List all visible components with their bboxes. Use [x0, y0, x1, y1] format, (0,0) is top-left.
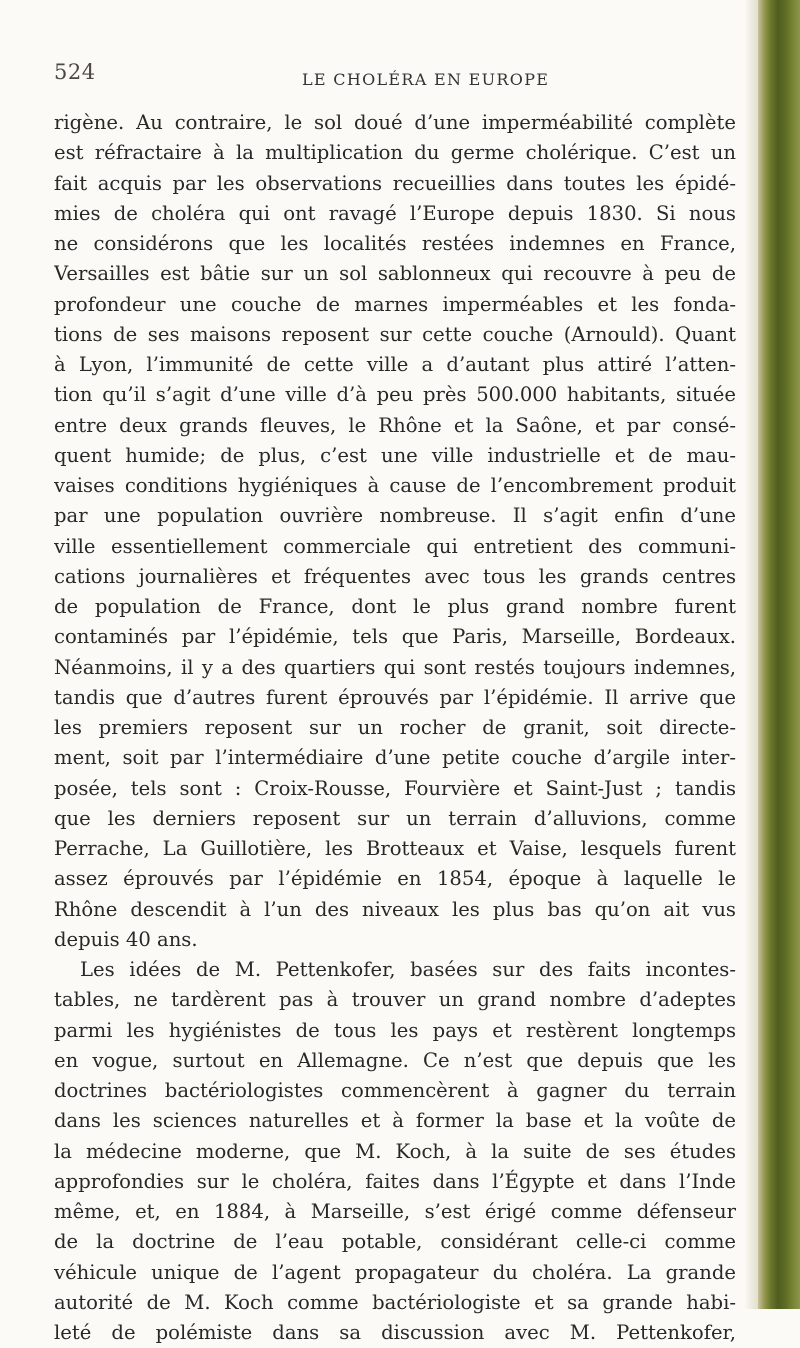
page-number: 524	[54, 60, 96, 84]
text-line: fait acquis par les observations recueillies dans toutes les épidé-	[54, 171, 736, 195]
text-line: Néanmoins, il y a des quartiers qui sont restés toujours indemnes,	[54, 655, 736, 679]
text-line: est réfractaire à la multiplication du germe cholérique. C’est un	[54, 141, 736, 165]
page-edge-shadow	[744, 0, 758, 1309]
text-line: ville essentiellement commerciale qui entretient des communi-	[54, 534, 736, 558]
text-line: tion qu’il s’agit d’une ville d’à peu près 500.000 habitants, située	[54, 383, 736, 407]
text-line: par une population ouvrière nombreuse. Il s’agit enfin d’une	[54, 504, 736, 528]
running-title: LE CHOLÉRA EN EUROPE	[302, 70, 550, 89]
text-line: tions de ses maisons reposent sur cette couche (Arnould). Quant	[54, 322, 736, 346]
text-line: Perrache, La Guillotière, les Brotteaux et Vaise, lesquels furent	[54, 837, 736, 860]
text-line: profondeur une couche de marnes imperméables et les fonda-	[54, 292, 736, 316]
page-edge	[758, 0, 800, 1309]
text-line: de la doctrine de l’eau potable, considérant celle-ci comme	[54, 1230, 736, 1254]
text-line: posée, tels sont : Croix-Rousse, Fourvière et Saint-Just ; tandis	[54, 776, 736, 800]
text-line: doctrines bactériologistes commencèrent à gagner du terrain	[54, 1079, 736, 1102]
text-line: Les idées de M. Pettenkofer, basées sur des faits incontes-	[80, 958, 736, 981]
text-line: mies de choléra qui ont ravagé l’Europe depuis 1830. Si nous	[54, 201, 736, 225]
text-line: la médecine moderne, que M. Koch, à la suite de ses études	[54, 1139, 736, 1163]
text-line: cations journalières et fréquentes avec tous les grands centres	[54, 564, 736, 588]
text-line: approfondies sur le choléra, faites dans l’Égypte et dans l’Inde	[54, 1169, 736, 1193]
text-line: tandis que d’autres furent éprouvés par l’épidémie. Il arrive que	[54, 685, 736, 709]
text-line: véhicule unique de l’agent propagateur du choléra. La grande	[54, 1260, 736, 1284]
text-line: les premiers reposent sur un rocher de granit, soit directe-	[54, 716, 736, 739]
text-line: ment, soit par l’intermédiaire d’une petite couche d’argile inter-	[54, 746, 736, 770]
text-line: autorité de M. Koch comme bactériologiste et sa grande habi-	[54, 1290, 736, 1314]
text-line: même, et, en 1884, à Marseille, s’est érigé comme défenseur	[54, 1200, 736, 1223]
text-line: Versailles est bâtie sur un sol sablonneux qui recouvre à peu de	[54, 262, 736, 286]
text-line: de population de France, dont le plus grand nombre furent	[54, 595, 736, 618]
text-line: parmi les hygiénistes de tous les pays et restèrent longtemps	[54, 1018, 736, 1042]
text-line: entre deux grands fleuves, le Rhône et la Saône, et par consé-	[54, 413, 736, 437]
text-line: contaminés par l’épidémie, tels que Paris, Marseille, Bordeaux.	[54, 625, 736, 649]
text-line: leté de polémiste dans sa discussion avec M. Pettenkofer,	[54, 1321, 736, 1344]
body-text	[54, 108, 736, 1348]
text-line: ne considérons que les localités restées indemnes en France,	[54, 232, 736, 255]
text-line: assez éprouvés par l’épidémie en 1854, époque à laquelle le	[54, 867, 736, 891]
text-line: quent humide; de plus, c’est une ville industrielle et de mau-	[54, 443, 736, 467]
text-line: rigène. Au contraire, le sol doué d’une imperméabilité complète	[54, 111, 736, 134]
text-line: tables, ne tardèrent pas à trouver un grand nombre d’adeptes	[54, 988, 736, 1012]
text-line: Rhône descendit à l’un des niveaux les plus bas qu’on ait vus	[54, 897, 736, 921]
text-line: en vogue, surtout en Allemagne. Ce n’est que depuis que les	[54, 1048, 736, 1072]
text-line: à Lyon, l’immunité de cette ville a d’autant plus attiré l’atten-	[54, 353, 736, 376]
text-line: depuis 40 ans.	[54, 927, 198, 951]
text-line: dans les sciences naturelles et à former la base et la voûte de	[54, 1109, 736, 1133]
text-line: vaises conditions hygiéniques à cause de l’encombrement produit	[54, 474, 736, 497]
text-line: que les derniers reposent sur un terrain d’alluvions, comme	[54, 806, 736, 830]
